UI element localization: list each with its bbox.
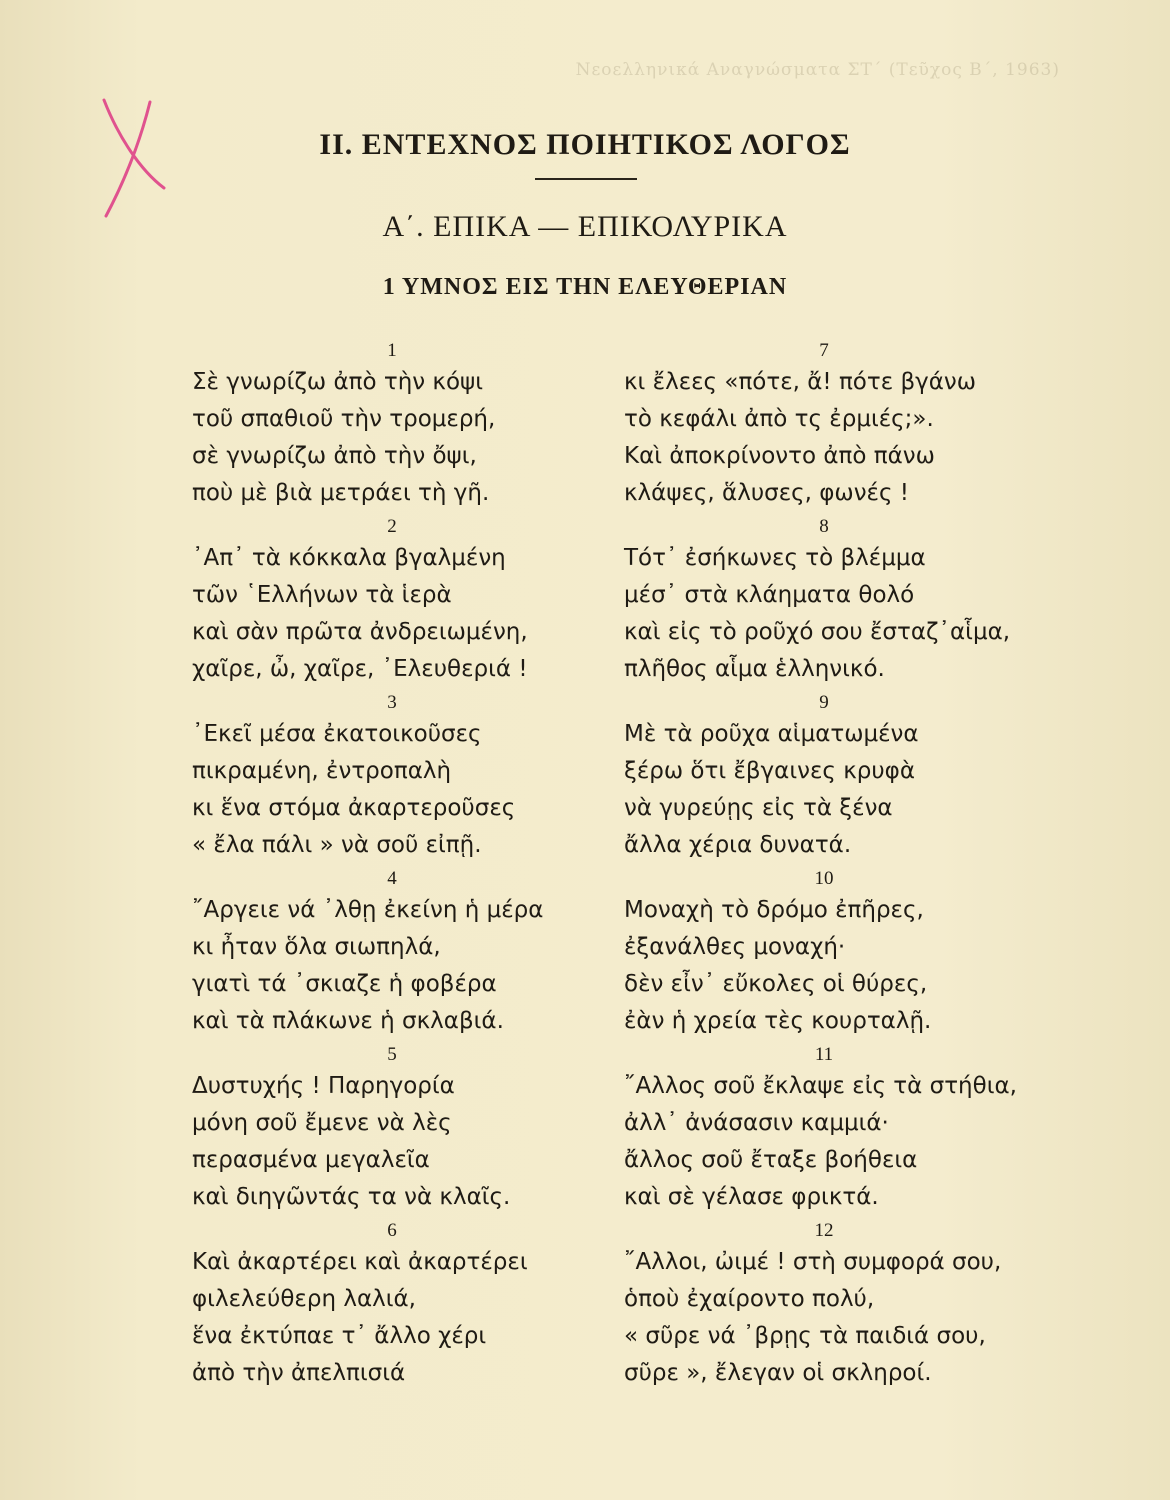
- verse-line: καὶ σὲ γέλασε φρικτά.: [624, 1184, 879, 1210]
- verse-line: Σὲ γνωρίζω ἀπὸ τὴν κόψι: [192, 369, 484, 395]
- stanza-number: 10: [814, 868, 834, 889]
- stanza: [624, 866, 1064, 1042]
- left-column: [192, 338, 632, 1394]
- verse-line: μόνη σοῦ ἔμενε νὰ λὲς: [192, 1110, 452, 1136]
- verse-line: Καὶ ἀποκρίνοντο ἀπὸ πάνω: [624, 443, 935, 469]
- stanza-number: 2: [387, 516, 397, 537]
- verse-line: ἄλλος σοῦ ἔταξε βοήθεια: [624, 1147, 918, 1173]
- verse-line: τὸ κεφάλι ἀπὸ τς ἐρμιές;».: [624, 406, 934, 432]
- stanza-number: 5: [387, 1044, 397, 1065]
- verse-line: περασμένα μεγαλεῖα: [192, 1147, 430, 1173]
- verse-line: ἀπὸ τὴν ἀπελπισιά: [192, 1360, 406, 1386]
- stanza: [624, 338, 1064, 514]
- running-header: Νεοελληνικά Αναγνώσματα ΣΤ΄ (Τεῦχος Β΄, 1963): [575, 60, 1060, 80]
- verse-line: ἀλλ᾿ ἀνάσασιν καμμιά·: [624, 1110, 889, 1136]
- stanza-number: 11: [814, 1044, 834, 1065]
- verse-line: τῶν ῾Ελλήνων τὰ ἱερὰ: [192, 582, 452, 608]
- verse-line: γιατὶ τά ᾿σκιαζε ἡ φοβέρα: [192, 971, 497, 997]
- verse-line: ἄλλα χέρια δυνατά.: [624, 832, 852, 858]
- verse-line: ἐξανάλθες μοναχή·: [624, 934, 846, 960]
- verse-line: νὰ γυρεύῃς εἰς τὰ ξένα: [624, 795, 893, 821]
- section-title: II. ΕΝΤΕΧΝΟΣ ΠΟΙΗΤΙΚΟΣ ΛΟΓΟΣ: [319, 128, 851, 161]
- stanza: [192, 690, 632, 866]
- verse-line: Μοναχὴ τὸ δρόμο ἐπῆρες,: [624, 897, 924, 923]
- verse-line: καὶ διηγῶντάς τα νὰ κλαῖς.: [192, 1184, 511, 1210]
- right-column: [624, 338, 1064, 1394]
- verse-line: ποὺ μὲ βιὰ μετράει τὴ γῆ.: [192, 480, 490, 506]
- verse-line: ῎Αλλοι, ὠιμέ ! στὴ συμφορά σου,: [624, 1249, 1002, 1275]
- verse-line: ᾿Απ᾿ τὰ κόκκαλα βγαλμένη: [192, 545, 506, 571]
- stanza: [624, 1042, 1064, 1218]
- verse-line: ῎Αλλος σοῦ ἔκλαψε εἰς τὰ στήθια,: [624, 1073, 1017, 1099]
- stanza: [192, 338, 632, 514]
- verse-line: Μὲ τὰ ροῦχα αἱματωμένα: [624, 721, 919, 747]
- verse-line: ᾿Εκεῖ μέσα ἐκατοικοῦσες: [192, 721, 482, 747]
- verse-line: σῦρε », ἔλεγαν οἱ σκληροί.: [624, 1360, 932, 1386]
- stanza-number: 1: [387, 340, 397, 361]
- stanza: [624, 514, 1064, 690]
- stanza-number: 9: [819, 692, 829, 713]
- stanza-number: 6: [387, 1220, 397, 1241]
- verse-line: φιλελεύθερη λαλιά,: [192, 1286, 416, 1312]
- verse-line: πλῆθος αἷμα ἑλληνικό.: [624, 656, 885, 682]
- verse-line: δὲν εἶν᾿ εὔκολες οἱ θύρες,: [624, 971, 928, 997]
- verse-line: κι ἔλεες «πότε, ἄ! πότε βγάνω: [624, 369, 977, 395]
- verse-line: καὶ εἰς τὸ ροῦχό σου ἔσταζ᾿αἷμα,: [624, 619, 1011, 645]
- stanza-number: 12: [814, 1220, 834, 1241]
- verse-line: καὶ σὰν πρῶτα ἀνδρειωμένη,: [192, 619, 528, 645]
- verse-line: « ἔλα πάλι » νὰ σοῦ εἰπῇ.: [192, 832, 482, 858]
- verse-line: ῎Αργειε νά ᾿λθῃ ἐκείνη ἡ μέρα: [192, 897, 544, 923]
- stanza-number: 7: [819, 340, 829, 361]
- stanza: [192, 866, 632, 1042]
- verse-line: Τότ᾿ ἐσήκωνες τὸ βλέμμα: [624, 545, 926, 571]
- verse-line: ἐὰν ἡ χρεία τὲς κουρταλῇ.: [624, 1008, 932, 1034]
- verse-line: Καὶ ἀκαρτέρει καὶ ἀκαρτέρει: [192, 1249, 528, 1275]
- verse-line: ὁποὺ ἐχαίροντο πολύ,: [624, 1286, 875, 1312]
- verse-line: πικραμένη, ἐντροπαλὴ: [192, 758, 452, 784]
- subsection-title: Α΄. ΕΠΙΚΑ — ΕΠΙΚΟΛΥΡΙΚΑ: [382, 210, 788, 243]
- poem-title: 1 ΥΜΝΟΣ ΕΙΣ ΤΗΝ ΕΛΕΥΘΕΡΙΑΝ: [382, 274, 788, 300]
- verse-line: κι ἕνα στόμα ἀκαρτεροῦσες: [192, 795, 516, 821]
- verse-line: καὶ τὰ πλάκωνε ἡ σκλαβιά.: [192, 1008, 504, 1034]
- stanza: [624, 690, 1064, 866]
- verse-line: « σῦρε νά ᾿βρῃς τὰ παιδιά σου,: [624, 1323, 986, 1349]
- stanza: [624, 1218, 1064, 1394]
- stanza: [192, 1042, 632, 1218]
- stanza: [192, 514, 632, 690]
- verse-line: σὲ γνωρίζω ἀπὸ τὴν ὄψι,: [192, 443, 477, 469]
- verse-line: τοῦ σπαθιοῦ τὴν τρομερή,: [192, 406, 496, 432]
- stanza-number: 8: [819, 516, 829, 537]
- verse-line: μέσ᾿ στὰ κλάηματα θολό: [624, 582, 915, 608]
- title-divider: [535, 178, 637, 180]
- verse-line: χαῖρε, ὦ, χαῖρε, ᾿Ελευθεριά !: [192, 656, 528, 682]
- verse-line: κι ἦταν ὅλα σιωπηλά,: [192, 934, 441, 960]
- verse-line: ξέρω ὅτι ἔβγαινες κρυφὰ: [624, 758, 915, 784]
- stanza-number: 4: [387, 868, 397, 889]
- stanza: [192, 1218, 632, 1394]
- stanza-number: 3: [387, 692, 397, 713]
- verse-line: Δυστυχής ! Παρηγορία: [192, 1073, 455, 1099]
- verse-line: ἕνα ἐκτύπαε τ᾿ ἄλλο χέρι: [192, 1323, 487, 1349]
- verse-line: κλάψες, ἅλυσες, φωνές !: [624, 480, 910, 506]
